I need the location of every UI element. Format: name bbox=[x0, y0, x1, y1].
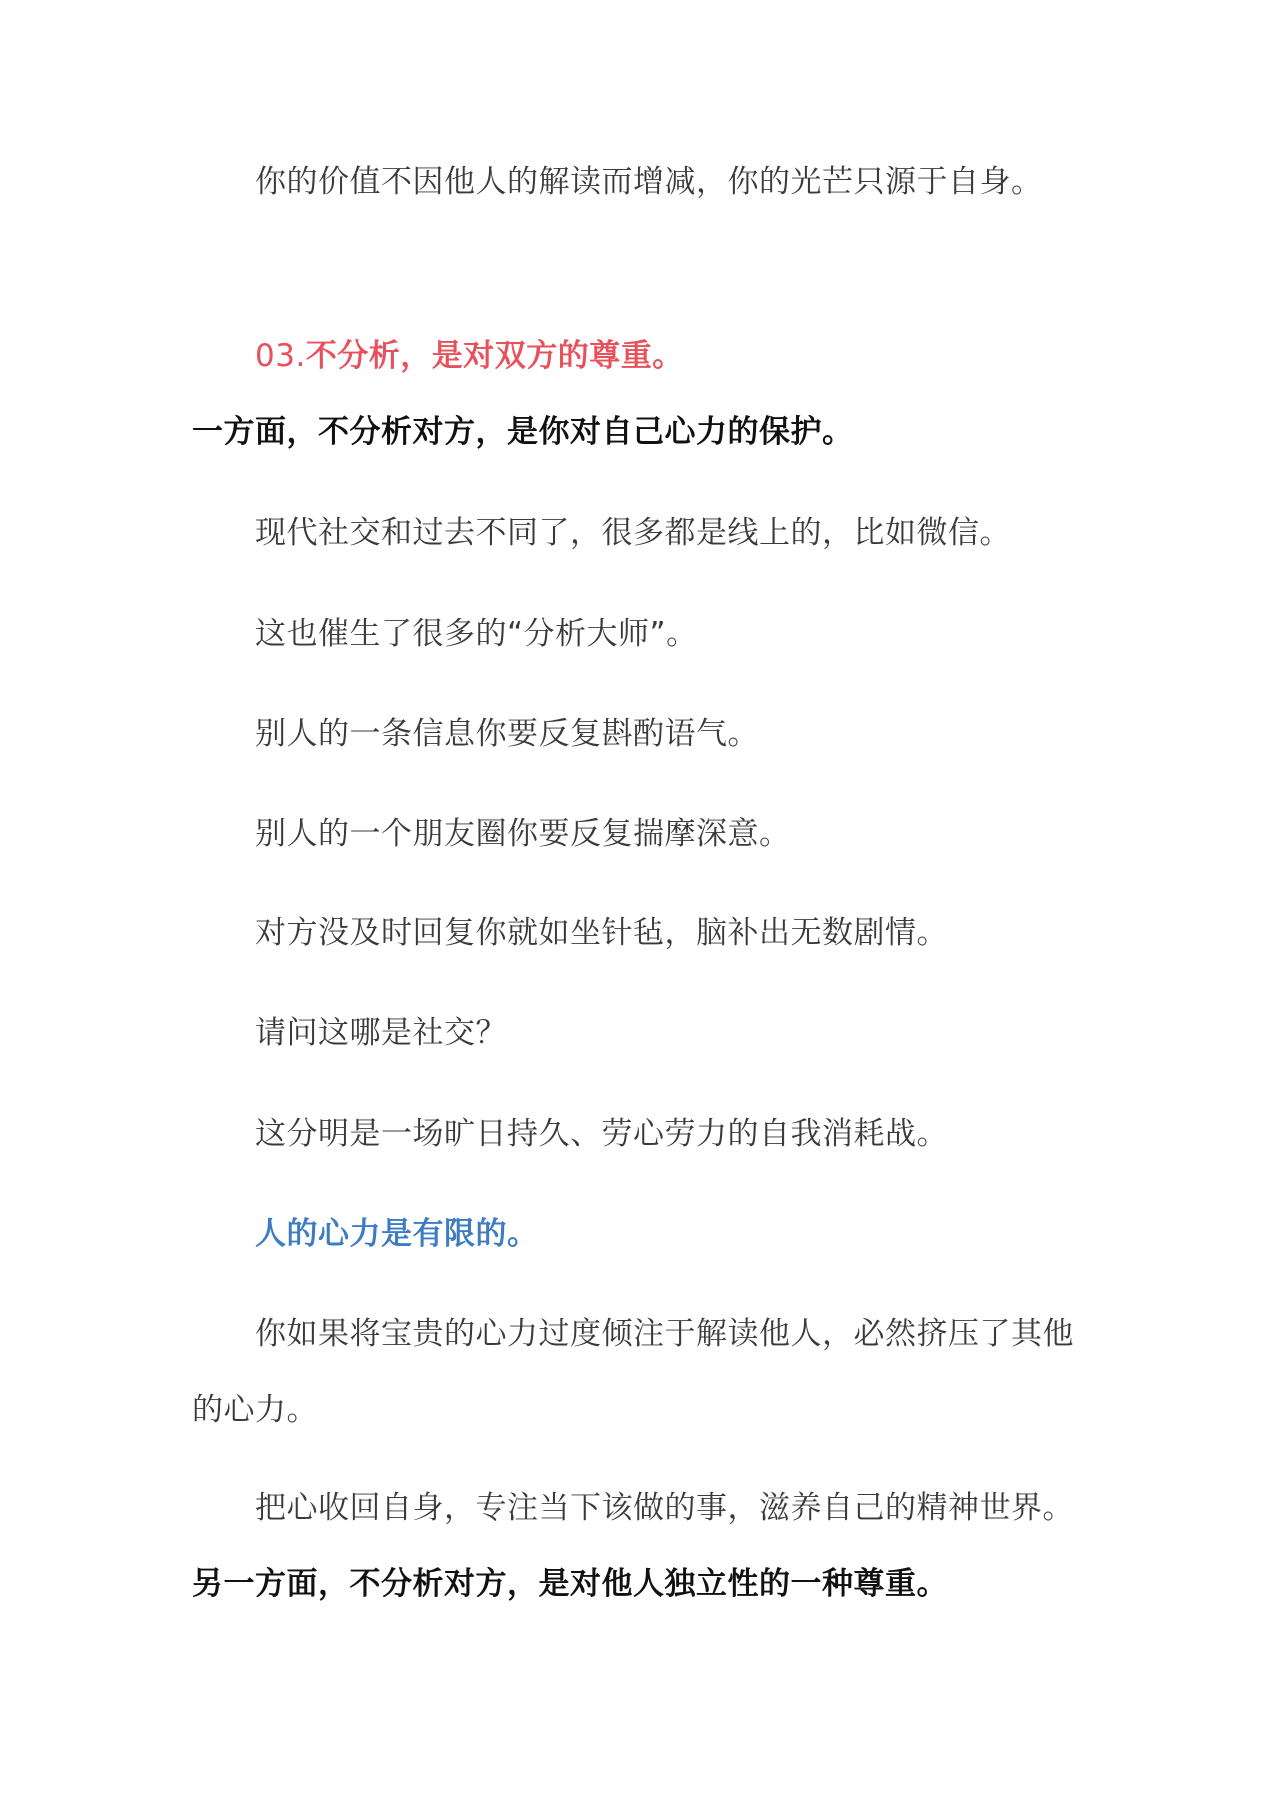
paragraph-message-tone: 别人的一条信息你要反复斟酌语气。 bbox=[255, 716, 759, 752]
highlight-limited-energy: 人的心力是有限的。 bbox=[255, 1216, 539, 1252]
section-title: 不分析，是对双方的尊重。 bbox=[305, 338, 684, 374]
paragraph-focus-self: 把心收回自身，专注当下该做的事，滋养自己的精神世界。 bbox=[255, 1490, 1074, 1526]
bold-statement-respect-others: 另一方面，不分析对方，是对他人独立性的一种尊重。 bbox=[192, 1566, 948, 1602]
bold-statement-self-protection: 一方面，不分析对方，是你对自己心力的保护。 bbox=[192, 414, 854, 450]
paragraph-energy-line2: 的心力。 bbox=[192, 1392, 318, 1428]
paragraph-no-reply: 对方没及时回复你就如坐针毡，脑补出无数剧情。 bbox=[255, 915, 948, 951]
paragraph-modern-social: 现代社交和过去不同了，很多都是线上的，比如微信。 bbox=[255, 515, 1011, 551]
paragraph-self-consumption: 这分明是一场旷日持久、劳心劳力的自我消耗战。 bbox=[255, 1116, 948, 1152]
section-heading-03 bbox=[255, 336, 684, 376]
paragraph-analysis-masters: 这也催生了很多的“分析大师”。 bbox=[255, 616, 698, 652]
paragraph-moments-meaning: 别人的一个朋友圈你要反复揣摩深意。 bbox=[255, 816, 791, 852]
paragraph-energy-line1: 你如果将宝贵的心力过度倾注于解读他人，必然挤压了其他 bbox=[255, 1316, 1074, 1352]
paragraph-value-self: 你的价值不因他人的解读而增减，你的光芒只源于自身。 bbox=[255, 164, 1043, 200]
paragraph-question: 请问这哪是社交？ bbox=[255, 1015, 507, 1051]
section-number: 03. bbox=[255, 338, 306, 374]
